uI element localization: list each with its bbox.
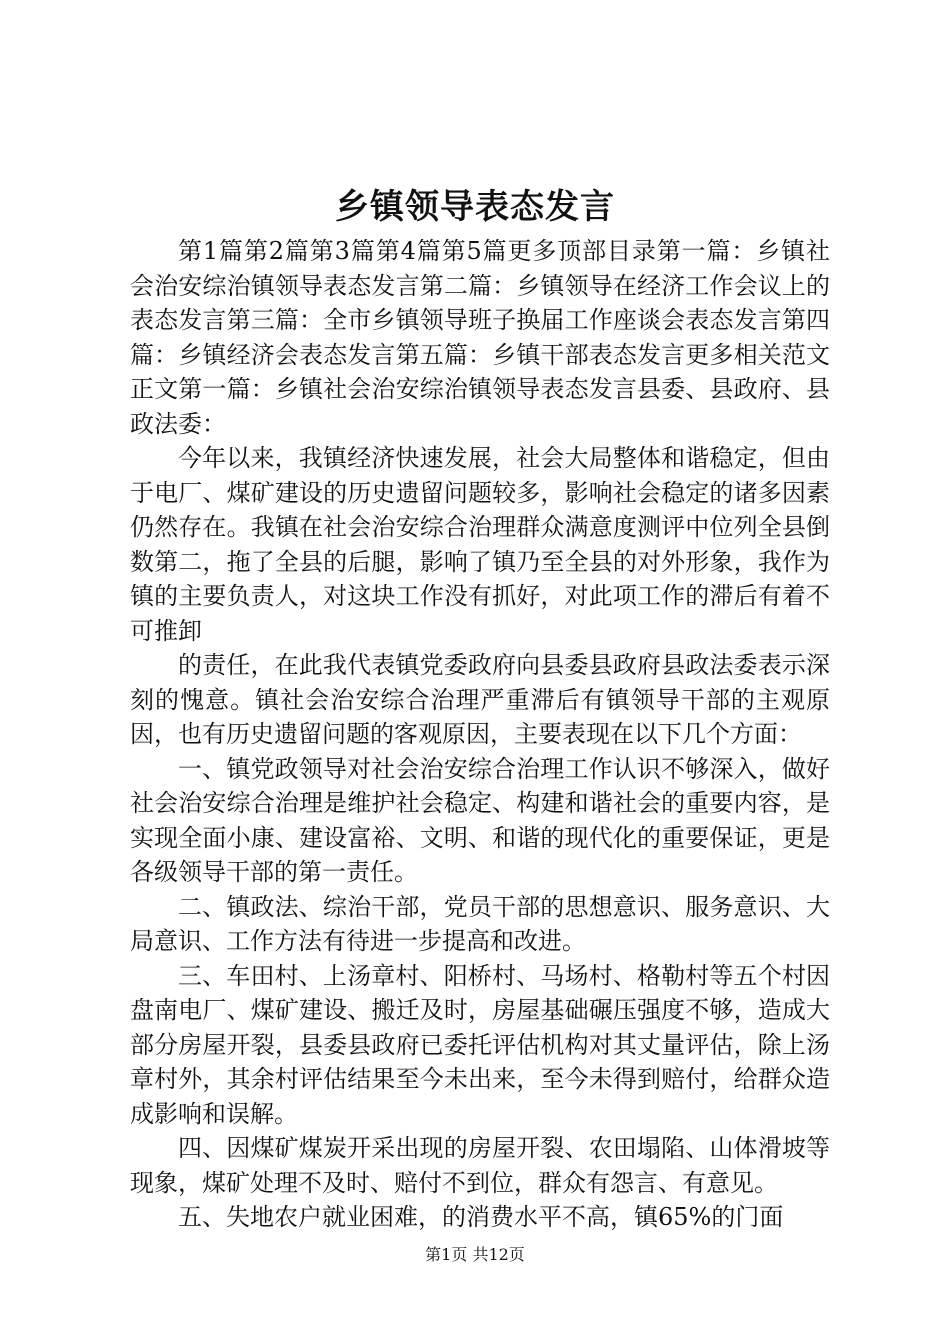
paragraph: 的责任，在此我代表镇党委政府向县委县政府县政法委表示深刻的愧意。镇社会治安综合治理严重滞后有镇领导干部的主观原因，也有历史遗留问题的客观原因，主要表现在以下几个方面：: [130, 651, 830, 748]
paragraph: 二、镇政法、综治干部，党员干部的思想意识、服务意识、大局意识、工作方法有待进一步提高和改进。: [130, 892, 830, 955]
document-title: 乡镇领导表态发言: [335, 187, 615, 227]
paragraph: 四、因煤矿煤炭开采出现的房屋开裂、农田塌陷、山体滑坡等现象，煤矿处理不及时、赔付不到位，群众有怨言、有意见。: [130, 1134, 830, 1197]
paragraph: 五、失地农户就业困难，的消费水平不高，镇65%的门面: [178, 1203, 784, 1231]
paragraph: 一、镇党政领导对社会治安综合治理工作认识不够深入，做好社会治安综合治理是维护社会稳定、构建和谐社会的重要内容，是实现全面小康、建设富裕、文明、和谐的现代化的重要保证，更是各级领导干部的第一责任。: [130, 754, 830, 886]
page-footer: 第1页 共12页: [425, 1245, 525, 1264]
paragraph: 三、车田村、上汤章村、阳桥村、马场村、格勒村等五个村因盘南电厂、煤矿建设、搬迁及时，房屋基础碾压强度不够，造成大部分房屋开裂，县委县政府已委托评估机构对其丈量评估，除上汤章村外，其余村评估结果至今未出来，至今未得到赔付，给群众造成影响和误解。: [130, 961, 830, 1128]
document-body: [130, 234, 830, 1235]
paragraph: 今年以来，我镇经济快速发展，社会大局整体和谐稳定，但由于电厂、煤矿建设的历史遗留问题较多，影响社会稳定的诸多因素仍然存在。我镇在社会治安综合治理群众满意度测评中位列全县倒数第二，拖了全县的后腿，影响了镇乃至全县的对外形象，我作为镇的主要负责人，对这块工作没有抓好，对此项工作的滞后有着不可推卸: [130, 444, 830, 645]
paragraph: 第1篇第2篇第3篇第4篇第5篇更多顶部目录第一篇：乡镇社会治安综治镇领导表态发言第二篇：乡镇领导在经济工作会议上的表态发言第三篇：全市乡镇领导班子换届工作座谈会表态发言第四篇：乡镇经济会表态发言第五篇：乡镇干部表态发言更多相关范文正文第一篇：乡镇社会治安综治镇领导表态发言县委、县政府、县政法委：: [130, 237, 830, 438]
